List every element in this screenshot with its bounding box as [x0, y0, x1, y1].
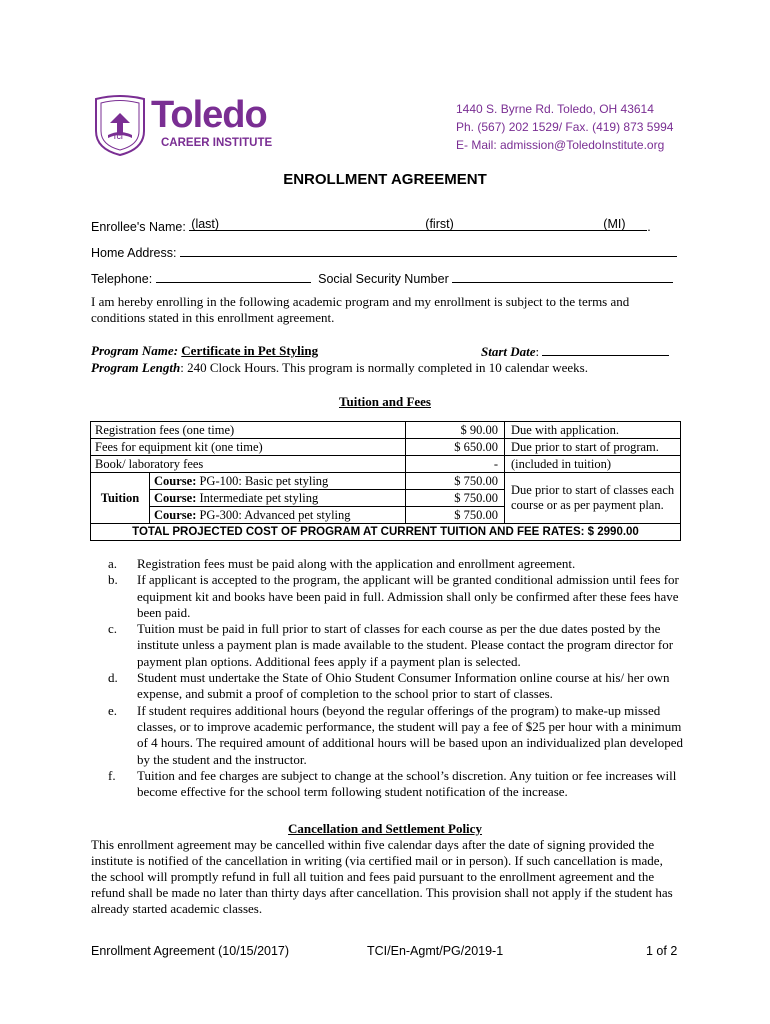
course-name: PG-100: Basic pet styling [199, 473, 329, 488]
list-item: b. If applicant is accepted to the program, the applicant will be granted conditional admission until fees for equipment kit and books have been paid in full. Admission shall only be confirmed after these fees have been paid. [108, 572, 679, 620]
program-name-row: Program Name: Certificate in Pet Styling Start Date: [91, 343, 681, 359]
start-date-field[interactable] [542, 343, 669, 356]
course-name: PG-300: Advanced pet styling [199, 507, 351, 522]
table-row [91, 422, 681, 439]
course-amount: $ 750.00 [406, 473, 505, 490]
cancellation-paragraph: This enrollment agreement may be cancelled within five calendar days after the date of signing provided the institute is notified of the cancellation in writing (via certified mail or in person). If such cancellation is made, the school will promptly refund in full all tuition and fees paid pursuant to the enrollment agreement and the refund shall be made no later than thirty days after cancellation. This provision shall not apply if the student has already started academic classes. [91, 837, 673, 916]
course-cell: Course: PG-300: Advanced pet styling [150, 507, 406, 524]
address-field[interactable] [180, 244, 677, 257]
logo-name: Toledo [151, 94, 267, 136]
table-row [91, 439, 681, 456]
logo [92, 95, 292, 155]
program-length-row [91, 360, 681, 376]
course-amount: $ 750.00 [406, 490, 505, 507]
logo-subtitle: CAREER INSTITUTE [161, 137, 273, 149]
fee-amount: $ 90.00 [406, 422, 505, 439]
logo-seal-letters: TCI [113, 135, 123, 141]
address: 1440 S. Byrne Rd. Toledo, OH 43614 [456, 102, 654, 116]
total-cost: TOTAL PROJECTED COST OF PROGRAM AT CURRENT TUITION AND FEE RATES: $ 2990.00 [91, 524, 681, 541]
program-name-value: Certificate in Pet Styling [181, 343, 319, 358]
course-amount: $ 750.00 [406, 507, 505, 524]
tuition-table [90, 421, 681, 541]
list-item: d. Student must undertake the State of Ohio Student Consumer Information online course at his/ her own expense, and submit a proof of completion to the school prior to start of classes. [108, 670, 670, 702]
name-label: Enrollee's Name: [91, 220, 186, 234]
table-row [91, 456, 681, 473]
intro-paragraph: I am hereby enrolling in the following academic program and my enrollment is subject to the terms and conditions stated in this enrollment agreement. [91, 294, 630, 325]
enrollee-name-row [91, 218, 651, 234]
footer-left: Enrollment Agreement (10/15/2017) [91, 944, 290, 958]
tuition-heading: Tuition and Fees [339, 394, 431, 409]
mi-label: (MI) [603, 217, 626, 231]
ssn-label: Social Security Number [318, 272, 449, 286]
start-date-label: Start Date [481, 344, 536, 359]
start-date: Start Date: [481, 343, 669, 360]
list-item: a. Registration fees must be paid along with the application and enrollment agreement. [108, 556, 576, 571]
name-period: . [647, 220, 651, 234]
email: E- Mail: admission@ToledoInstitute.org [456, 138, 665, 152]
fee-amount: $ 650.00 [406, 439, 505, 456]
ssn-field[interactable] [452, 270, 673, 283]
page-title: ENROLLMENT AGREEMENT [283, 171, 487, 188]
list-item: c. Tuition must be paid in full prior to start of classes for each course as per the due dates posted by the institute unless a payment plan is made available to the student. Please contact the program director for payment plan options. Additional fees apply if a payment plan is selected. [108, 621, 674, 669]
list-item: f. Tuition and fee charges are subject to change at the school’s discretion. Any tuition or fee increases will become effective for the school term following student notification of the increase. [108, 767, 677, 800]
course-cell: Course: PG-100: Basic pet styling [150, 473, 406, 490]
course-cell: Course: Intermediate pet styling [150, 490, 406, 507]
name-field[interactable] [189, 218, 647, 231]
program-length-label: Program Length [91, 360, 181, 375]
page-number: 1 of 2 [646, 944, 678, 958]
fee-due: (included in tuition) [505, 456, 681, 473]
list-item: e. If student requires additional hours (beyond the regular offerings of the program) to make-up missed classes, or to improve academic performance, the student will pay a fee of $25 per hour with a minimum of 4 hours. The required amount of additional hours will be based upon an individualized plan developed by the student and the instructor. [108, 702, 683, 767]
program-name-label: Program Name [91, 343, 174, 358]
program-length-value: : 240 Clock Hours. This program is normally completed in 10 calendar weeks. [180, 360, 588, 375]
fee-item: Fees for equipment kit (one time) [91, 439, 406, 456]
phone-fax: Ph. (567) 202 1529/ Fax. (419) 873 5994 [456, 120, 674, 134]
tuition-label: Tuition [91, 473, 150, 524]
last-label: (last) [191, 217, 220, 231]
table-row [91, 473, 681, 490]
telephone-field[interactable] [156, 270, 311, 283]
courses-due: Due prior to start of classes each course or as per payment plan. [505, 473, 681, 524]
fee-due: Due prior to start of program. [505, 439, 681, 456]
course-name: Intermediate pet styling [199, 490, 319, 505]
first-label: (first) [425, 217, 454, 231]
fee-due: Due with application. [505, 422, 681, 439]
terms-list [108, 556, 683, 800]
footer-center: TCI/En-Agmt/PG/2019-1 [367, 944, 504, 958]
contact-block [456, 100, 673, 154]
telephone-row [91, 270, 673, 286]
table-row [91, 524, 681, 541]
cancellation-heading: Cancellation and Settlement Policy [288, 821, 482, 836]
home-address-row [91, 244, 677, 260]
fee-item: Book/ laboratory fees [91, 456, 406, 473]
telephone-label: Telephone: [91, 272, 153, 286]
fee-amount: - [406, 456, 505, 473]
address-label: Home Address: [91, 246, 177, 260]
fee-item: Registration fees (one time) [91, 422, 406, 439]
